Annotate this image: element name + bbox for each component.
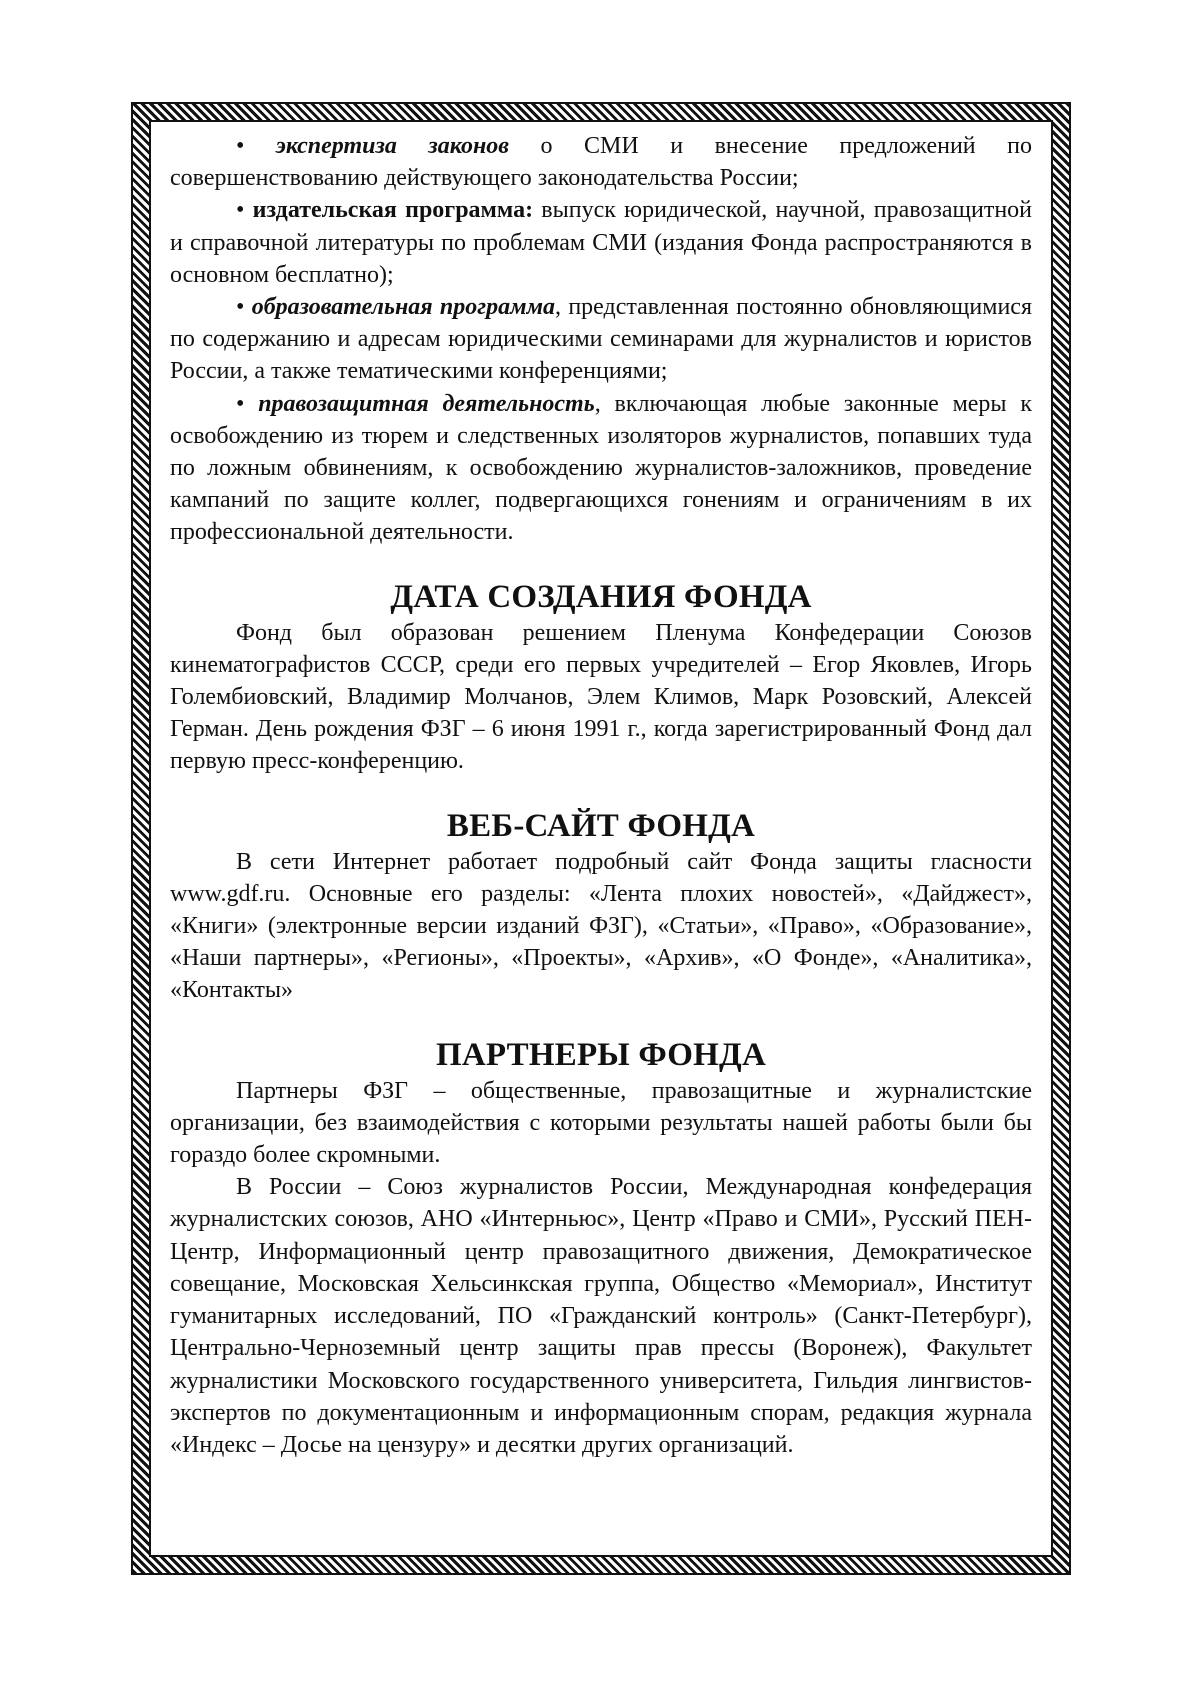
section-paragraph: Фонд был образован решением Пленума Конфедерации Союзов кинематографистов СССР, среди его первых учредителей – Егор Яковлев, Игорь Голембиовский, Владимир Молчанов, Элем Климов, Марк Розовский, Алексей Герман. День рождения ФЗГ – 6 июня 1991 г., когда зарегистрированный Фонд дал первую пресс-конференцию. [170, 619, 1032, 775]
section-heading-website: ВЕБ-САЙТ ФОНДА [446, 807, 756, 844]
bullet-lead: образовательная программа [251, 294, 556, 321]
section-paragraph: В сети Интернет работает подробный сайт Фонда защиты гласности www.gdf.ru. Основные его разделы: «Лента плохих новостей», «Дайджест», «Книги» (электронные версии изданий ФЗГ), «Статьи», «Право», «Образование», «Наши партнеры», «Регионы», «Проекты», «Архив», «О Фонде», «Аналитика», «Контакты» [170, 848, 1032, 1004]
bullet-text: , представленная постоянно обновляющимися по содержанию и адресам юридическими семинарами для журналистов и юристов России, а также тематическими конференциями; [170, 294, 1032, 385]
bullet-item: • экспертиза законов о СМИ и внесение предложений по совершенствованию действующего законодательства России; [170, 133, 1032, 192]
bullet-item: • правозащитная деятельность, включающая любые законные меры к освобождению из тюрем и следственных изоляторов журналистов, попавших туда по ложным обвинениям, к освобождению журналистов-заложников, проведение кампаний по защите коллег, подвергающихся гонениям и ограничениям в их профессиональной деятельности. [170, 390, 1032, 546]
section-heading-partners: ПАРТНЕРЫ ФОНДА [436, 1036, 766, 1073]
bullet-lead: издательская программа: [252, 197, 534, 224]
section-paragraph: В России – Союз журналистов России, Международная конфедерация журналистских союзов, АНО «Интерньюс», Центр «Право и СМИ», Русский ПЕН-Центр, Информационный центр правозащитного движения, Демократическое совещание, Московская Хельсинкская группа, Общество «Мемориал», Институт гуманитарных исследований, ПО «Гражданский контроль» (Санкт-Петербург), Центрально-Черноземный центр защиты прав прессы (Воронеж), Факультет журналистики Московского государственного университета, Гильдия лингвистов-экспертов по документационным и информационным спорам, редакция журнала «Индекс – Досье на цензуру» и десятки других организаций. [170, 1174, 1032, 1458]
bullet-text: о СМИ и внесение предложений по совершенствованию действующего законодательства России; [170, 133, 1032, 192]
bullet-text: , включающая любые законные меры к освобождению из тюрем и следственных изоляторов журналистов, попавших туда по ложным обвинениям, к освобождению журналистов-заложников, проведение кампаний по защите коллег, подвергающихся гонениям и ограничениям в их профессиональной деятельности. [170, 390, 1032, 546]
bullet-text: выпуск юридической, научной, правозащитной и справочной литературы по проблемам СМИ (издания Фонда распространяются в основном бесплатно); [170, 197, 1033, 288]
section-paragraph: Партнеры ФЗГ – общественные, правозащитные и журналистские организации, без взаимодействия с которыми результаты нашей работы были бы гораздо более скромными. [170, 1077, 1032, 1169]
bullet-lead: экспертиза законов [275, 133, 510, 159]
section-heading-founding-date: ДАТА СОЗДАНИЯ ФОНДА [390, 578, 812, 615]
bullet-item: • образовательная программа, представленная постоянно обновляющимися по содержанию и адресам юридическими семинарами для журналистов и юристов России, а также тематическими конференциями; [170, 294, 1032, 385]
page-content [170, 130, 1032, 1461]
bullet-lead: правозащитная деятельность [258, 390, 595, 417]
bullet-item: • издательская программа: выпуск юридической, научной, правозащитной и справочной литературы по проблемам СМИ (издания Фонда распространяются в основном бесплатно); [170, 197, 1033, 288]
